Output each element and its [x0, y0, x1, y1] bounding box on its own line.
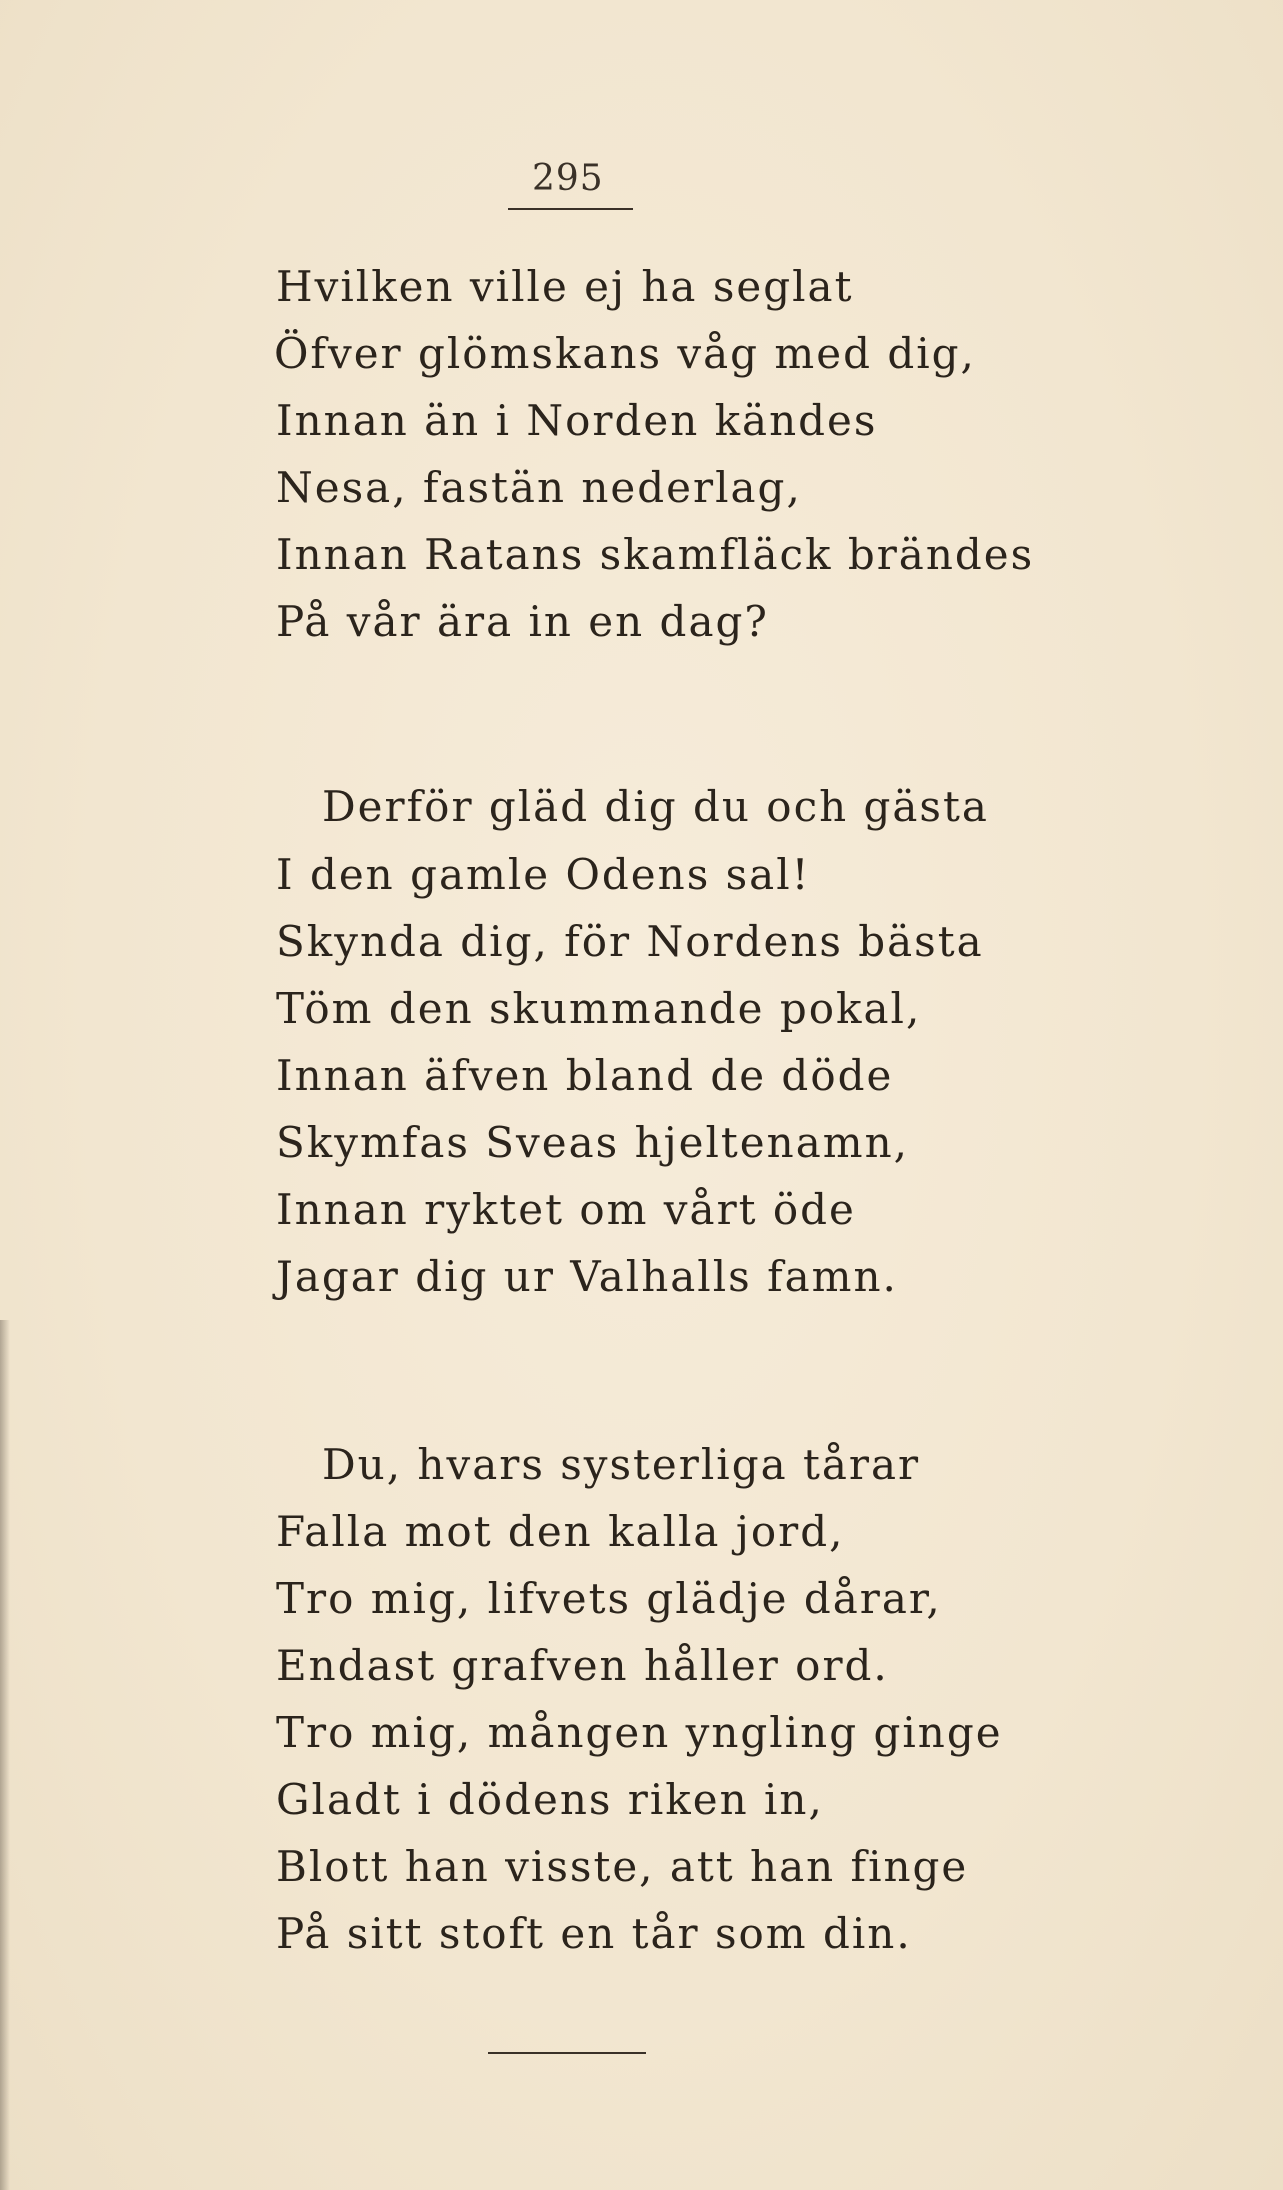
- poem-line: Falla mot den kalla jord,: [276, 1507, 845, 1556]
- poem-line: På vår ära in en dag?: [276, 597, 769, 646]
- page-number-rule: [508, 208, 633, 210]
- poem-line: Tro mig, mången yngling ginge: [276, 1708, 1003, 1757]
- end-rule: [488, 2052, 646, 2054]
- poem-line: Hvilken ville ej ha seglat: [276, 262, 854, 311]
- poem-line: Gladt i dödens riken in,: [276, 1775, 824, 1824]
- poem-line: Skynda dig, för Nordens bästa: [276, 917, 984, 966]
- poem-line: Blott han visste, att han finge: [276, 1842, 969, 1891]
- poem-line: Töm den skummande pokal,: [276, 984, 922, 1033]
- poem-line: Endast grafven håller ord.: [276, 1641, 889, 1690]
- poem-line: På sitt stoft en tår som din.: [276, 1909, 912, 1958]
- poem-line: Öfver glömskans våg med dig,: [274, 329, 976, 378]
- poem-line: Innan Ratans skamfläck brändes: [276, 530, 1035, 579]
- poem-line: Du, hvars systerliga tårar: [322, 1440, 921, 1489]
- poem-line: Tro mig, lifvets glädje dårar,: [276, 1574, 942, 1623]
- page-edge-shadow: [0, 1320, 10, 2190]
- page-number: 295: [532, 158, 604, 199]
- poem-line: Jagar dig ur Valhalls famn.: [276, 1252, 898, 1301]
- poem-line: Innan ryktet om vårt öde: [276, 1185, 856, 1234]
- poem-line: I den gamle Odens sal!: [276, 850, 811, 899]
- poem-line: Innan än i Norden kändes: [276, 396, 878, 445]
- poem-line: Nesa, fastän nederlag,: [276, 463, 802, 512]
- poem-line: Derför gläd dig du och gästa: [322, 782, 989, 831]
- poem-line: Skymfas Sveas hjeltenamn,: [276, 1118, 909, 1167]
- poem-line: Innan äfven bland de döde: [276, 1051, 894, 1100]
